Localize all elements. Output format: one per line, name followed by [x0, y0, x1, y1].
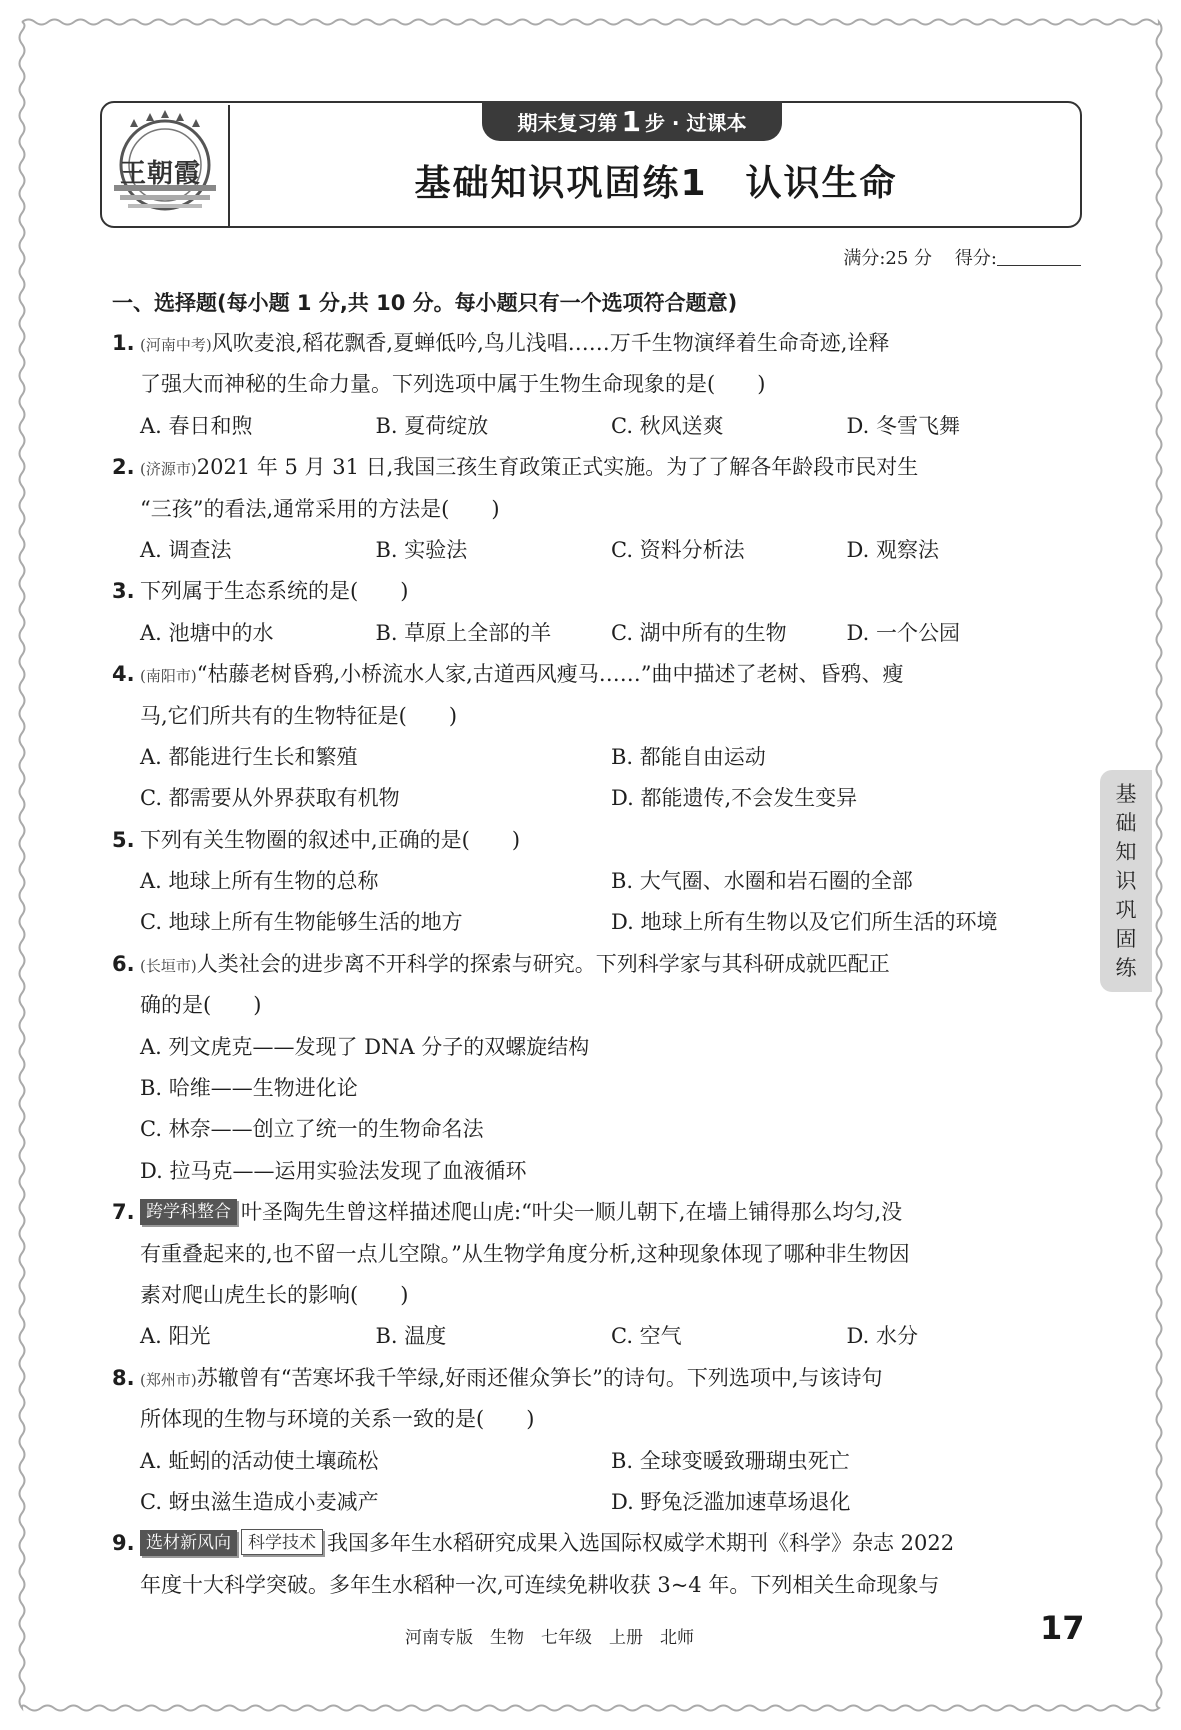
- option-b[interactable]: B. 草原上全部的羊: [375, 620, 552, 645]
- question-source: (南阳市): [140, 667, 197, 686]
- question-text: 了强大而神秘的生命力量。下列选项中属于生物生命现象的是( ): [140, 372, 766, 397]
- option-b[interactable]: B. 温度: [375, 1324, 447, 1349]
- question-number: 8.: [112, 1365, 135, 1390]
- option-b[interactable]: B. 实验法: [375, 537, 468, 562]
- side-section-tab: [1100, 770, 1152, 992]
- score-blank[interactable]: [997, 248, 1081, 266]
- option-a[interactable]: A. 调查法: [140, 537, 232, 562]
- option-text: C. 林奈——创立了统一的生物命名法: [140, 1117, 484, 1142]
- options-row: [112, 1441, 1082, 1482]
- score-line: [843, 244, 1081, 270]
- question-stem: [112, 820, 1082, 861]
- option-c[interactable]: [112, 1109, 1082, 1150]
- page-number: 17: [1040, 1609, 1085, 1647]
- option-d[interactable]: D. 观察法: [846, 537, 939, 562]
- section-heading: 一、选择题(每小题 1 分,共 10 分。每小题只有一个选项符合题意): [112, 291, 738, 315]
- question-text: 苏辙曾有“苦寒坏我千竿绿,好雨还催众笋长”的诗句。下列选项中,与该诗句: [196, 1365, 883, 1390]
- question-number: 9.: [112, 1531, 135, 1556]
- question-stem: [112, 1358, 1082, 1399]
- option-b[interactable]: [112, 1068, 1082, 1109]
- question-stem: [112, 323, 1082, 364]
- option-d[interactable]: D. 水分: [846, 1324, 918, 1349]
- question-text: 叶圣陶先生曾这样描述爬山虎:“叶尖一顺儿朝下,在墙上铺得那么均匀,没: [241, 1200, 903, 1225]
- banner-suffix: 步 · 过课本: [644, 110, 747, 135]
- side-tab-char: 础: [1115, 810, 1137, 835]
- option-b[interactable]: B. 大气圈、水圈和岩石圈的全部: [611, 869, 913, 894]
- option-c[interactable]: C. 都需要从外界获取有机物: [140, 786, 400, 811]
- question-text: 有重叠起来的,也不留一点儿空隙。”从生物学角度分析,这种现象体现了哪种非生物因: [140, 1241, 910, 1266]
- question-stem-continued: [112, 489, 1082, 530]
- question-stem-continued: [112, 985, 1082, 1026]
- question-stem-continued: [112, 1234, 1082, 1275]
- option-text: D. 拉马克——运用实验法发现了血液循环: [140, 1158, 527, 1183]
- options-row: [112, 1482, 1082, 1523]
- side-tab-char: 知: [1115, 839, 1137, 864]
- options-row: [112, 778, 1082, 819]
- question-stem-continued: [112, 364, 1082, 405]
- side-tab-char: 固: [1115, 926, 1137, 951]
- option-b[interactable]: B. 夏荷绽放: [375, 413, 489, 438]
- step-banner: [482, 101, 782, 141]
- header-box: [100, 101, 1082, 228]
- question-text: 下列属于生态系统的是( ): [140, 579, 409, 604]
- option-a[interactable]: A. 地球上所有生物的总称: [140, 869, 379, 894]
- options-row: [112, 406, 1082, 447]
- question-number: 7.: [112, 1200, 135, 1225]
- question-text: 马,它们所共有的生物特征是( ): [140, 703, 458, 728]
- banner-prefix: 期末复习第: [517, 110, 618, 135]
- option-d[interactable]: D. 野兔泛滥加速草场退化: [611, 1489, 851, 1514]
- option-c[interactable]: C. 秋风送爽: [611, 413, 724, 438]
- options-row: [112, 613, 1082, 654]
- question-text: 人类社会的进步离不开科学的探索与研究。下列科学家与其科研成就匹配正: [196, 951, 890, 976]
- question-stem: [112, 944, 1082, 985]
- question-list: [112, 283, 1082, 1606]
- score-label: 得分:: [954, 248, 997, 269]
- option-a[interactable]: A. 都能进行生长和繁殖: [140, 744, 358, 769]
- question-source: (河南中考): [140, 336, 212, 354]
- question-stem: [112, 571, 1082, 612]
- question-number: 5.: [112, 827, 135, 852]
- publisher-logo: [104, 105, 230, 226]
- question-stem: [112, 654, 1082, 695]
- full-score: 满分:25 分: [843, 248, 933, 269]
- option-d[interactable]: D. 地球上所有生物以及它们所生活的环境: [611, 910, 998, 935]
- options-row: [112, 737, 1082, 778]
- question-text: 我国多年生水稻研究成果入选国际权威学术期刊《科学》杂志 2022: [327, 1531, 955, 1556]
- option-b[interactable]: B. 全球变暖致珊瑚虫死亡: [611, 1448, 850, 1473]
- option-a[interactable]: A. 阳光: [140, 1324, 211, 1349]
- option-a[interactable]: [112, 1027, 1082, 1068]
- footer-info: 河南专版 生物 七年级 上册 北师: [405, 1628, 694, 1648]
- option-text: A. 列文虎克——发现了 DNA 分子的双螺旋结构: [140, 1034, 590, 1059]
- question-stem: [112, 1192, 1082, 1233]
- option-c[interactable]: C. 地球上所有生物能够生活的地方: [140, 910, 463, 935]
- question-stem: [112, 1523, 1082, 1564]
- side-tab-char: 练: [1115, 955, 1137, 980]
- side-tab-char: 巩: [1115, 897, 1137, 922]
- option-d[interactable]: D. 冬雪飞舞: [846, 413, 960, 438]
- option-a[interactable]: A. 蚯蚓的活动使土壤疏松: [140, 1448, 379, 1473]
- options-row: [112, 530, 1082, 571]
- question-source: (郑州市): [140, 1370, 197, 1389]
- options-row: [112, 1316, 1082, 1357]
- question-text: “三孩”的看法,通常采用的方法是( ): [140, 496, 500, 521]
- question-text: 素对爬山虎生长的影响( ): [140, 1282, 409, 1307]
- option-a[interactable]: A. 池塘中的水: [140, 620, 274, 645]
- option-c[interactable]: C. 湖中所有的生物: [611, 620, 787, 645]
- option-d[interactable]: D. 都能遗传,不会发生变异: [611, 786, 858, 811]
- question-tag: 跨学科整合: [140, 1199, 237, 1225]
- option-d[interactable]: D. 一个公园: [846, 620, 960, 645]
- banner-step-number: 1: [621, 104, 641, 138]
- question-stem-continued: [112, 1565, 1082, 1606]
- options-row: [112, 902, 1082, 943]
- side-tab-char: 基: [1115, 781, 1137, 806]
- option-a[interactable]: A. 春日和煦: [140, 413, 253, 438]
- question-stem-continued: [112, 1399, 1082, 1440]
- side-tab-char: 识: [1115, 868, 1137, 893]
- question-tag-secondary: 科学技术: [241, 1529, 323, 1555]
- question-stem-continued: [112, 696, 1082, 737]
- question-stem-continued: [112, 1275, 1082, 1316]
- question-text: 年度十大科学突破。多年生水稻种一次,可连续免耕收获 3~4 年。下列相关生命现象与: [140, 1572, 940, 1597]
- option-text: B. 哈维——生物进化论: [140, 1076, 358, 1101]
- question-text: 下列有关生物圈的叙述中,正确的是( ): [140, 827, 521, 852]
- question-number: 3.: [112, 579, 135, 604]
- option-d[interactable]: [112, 1151, 1082, 1192]
- option-b[interactable]: B. 都能自由运动: [611, 744, 766, 769]
- question-number: 6.: [112, 951, 135, 976]
- question-tag: 选材新风向: [140, 1530, 237, 1556]
- question-number: 1.: [112, 331, 135, 355]
- option-c[interactable]: C. 空气: [611, 1324, 682, 1349]
- options-row: [112, 861, 1082, 902]
- question-source: (长垣市): [140, 956, 197, 975]
- question-text: 风吹麦浪,稻花飘香,夏蝉低吟,鸟儿浅唱……万千生物演绎着生命奇迹,诠释: [211, 331, 890, 355]
- question-number: 4.: [112, 662, 135, 687]
- question-number: 2.: [112, 455, 135, 480]
- question-text: 确的是( ): [140, 993, 262, 1018]
- question-text: “枯藤老树昏鸦,小桥流水人家,古道西风瘦马……”曲中描述了老树、昏鸦、瘦: [196, 662, 904, 687]
- question-text: 2021 年 5 月 31 日,我国三孩生育政策正式实施。为了了解各年龄段市民对生: [196, 455, 919, 480]
- question-text: 所体现的生物与环境的关系一致的是( ): [140, 1407, 535, 1432]
- option-c[interactable]: C. 资料分析法: [611, 537, 745, 562]
- page-title: 基础知识巩固练1 认识生命: [414, 163, 898, 204]
- option-c[interactable]: C. 蚜虫滋生造成小麦减产: [140, 1489, 379, 1514]
- question-source: (济源市): [140, 460, 197, 479]
- question-stem: [112, 447, 1082, 488]
- logo-text: 王朝霞: [120, 159, 202, 189]
